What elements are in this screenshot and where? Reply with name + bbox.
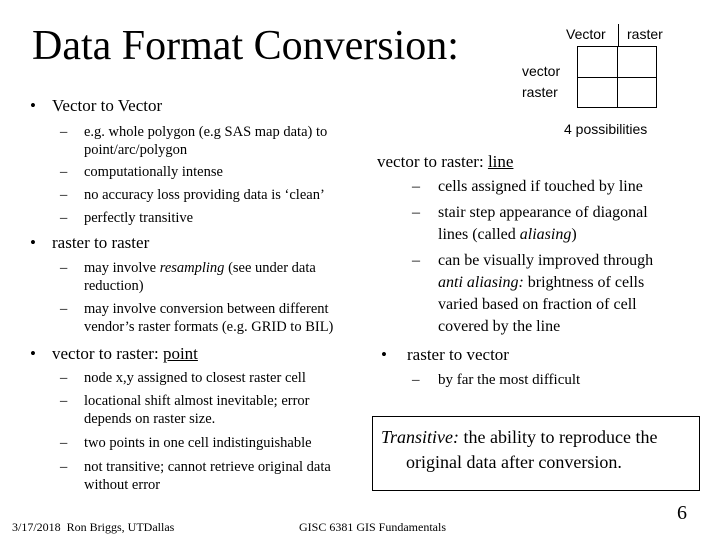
- dash-icon: –: [412, 204, 420, 221]
- list-item: – stair step appearance of diagonal: [412, 204, 648, 221]
- heading-vector-to-raster-line: vector to raster: line: [377, 152, 514, 171]
- page-title: Data Format Conversion:: [32, 23, 459, 69]
- heading-vector-to-raster-point: • vector to raster: point: [30, 344, 198, 363]
- dash-icon: –: [60, 210, 68, 226]
- list-item: – not transitive; cannot retrieve original data: [60, 459, 331, 475]
- list-item-continued: vendor’s raster formats (e.g. GRID to BIL): [84, 319, 334, 335]
- definition-line-1: Transitive: the ability to reproduce the: [381, 427, 658, 447]
- dash-icon: –: [412, 372, 420, 388]
- matrix-caption: 4 possibilities: [564, 121, 648, 137]
- matrix-header-divider: [618, 24, 619, 46]
- list-item: – by far the most difficult: [412, 372, 581, 388]
- dash-icon: –: [60, 393, 68, 409]
- dash-icon: –: [60, 260, 68, 276]
- list-item-continued: without error: [84, 477, 161, 493]
- matrix-row-raster: raster: [522, 84, 558, 100]
- list-item: – e.g. whole polygon (e.g SAS map data) to: [60, 124, 328, 140]
- list-item-continued: reduction): [84, 278, 144, 294]
- heading-raster-to-vector: • raster to vector: [381, 345, 509, 364]
- dash-icon: –: [60, 301, 68, 317]
- list-item: – can be visually improved through: [412, 252, 654, 269]
- matrix-col-raster: raster: [627, 26, 663, 42]
- dash-icon: –: [60, 370, 68, 386]
- heading-vector-to-vector: • Vector to Vector: [30, 96, 163, 115]
- page-number: 6: [677, 502, 687, 524]
- list-item-continued: anti aliasing: brightness of cells: [438, 274, 645, 291]
- list-item-continued: covered by the line: [438, 318, 561, 335]
- grid-horizontal-line: [578, 77, 656, 78]
- list-item: – may involve resampling (see under data: [60, 260, 316, 276]
- bullet-icon: •: [381, 345, 387, 364]
- list-item: – no accuracy loss providing data is ‘clean’: [60, 187, 325, 203]
- bullet-icon: •: [30, 96, 36, 115]
- list-item-continued: depends on raster size.: [84, 411, 216, 427]
- definition-line-2: original data after conversion.: [406, 452, 622, 472]
- list-item: – two points in one cell indistinguishable: [60, 435, 312, 451]
- footer-date-author: 3/17/2018 Ron Briggs, UTDallas: [12, 520, 175, 534]
- dash-icon: –: [60, 459, 68, 475]
- list-item: – may involve conversion between different: [60, 301, 329, 317]
- list-item: – cells assigned if touched by line: [412, 178, 643, 195]
- dash-icon: –: [60, 435, 68, 451]
- dash-icon: –: [412, 252, 420, 269]
- matrix-col-vector: Vector: [566, 26, 606, 42]
- footer-course: GISC 6381 GIS Fundamentals: [299, 520, 446, 534]
- dash-icon: –: [60, 124, 68, 140]
- dash-icon: –: [412, 178, 420, 195]
- list-item-continued: lines (called aliasing): [438, 226, 577, 243]
- matrix-row-vector: vector: [522, 63, 561, 79]
- heading-raster-to-raster: • raster to raster: [30, 233, 150, 252]
- list-item: – node x,y assigned to closest raster cell: [60, 370, 306, 386]
- dash-icon: –: [60, 187, 68, 203]
- list-item-continued: varied based on fraction of cell: [438, 296, 637, 313]
- bullet-icon: •: [30, 344, 36, 363]
- bullet-icon: •: [30, 233, 36, 252]
- list-item: – computationally intense: [60, 164, 223, 180]
- list-item: – locational shift almost inevitable; error: [60, 393, 310, 409]
- list-item: – perfectly transitive: [60, 210, 194, 226]
- dash-icon: –: [60, 164, 68, 180]
- list-item-continued: point/arc/polygon: [84, 142, 188, 158]
- conversion-matrix-grid: [577, 46, 657, 108]
- definition-box: [372, 416, 700, 491]
